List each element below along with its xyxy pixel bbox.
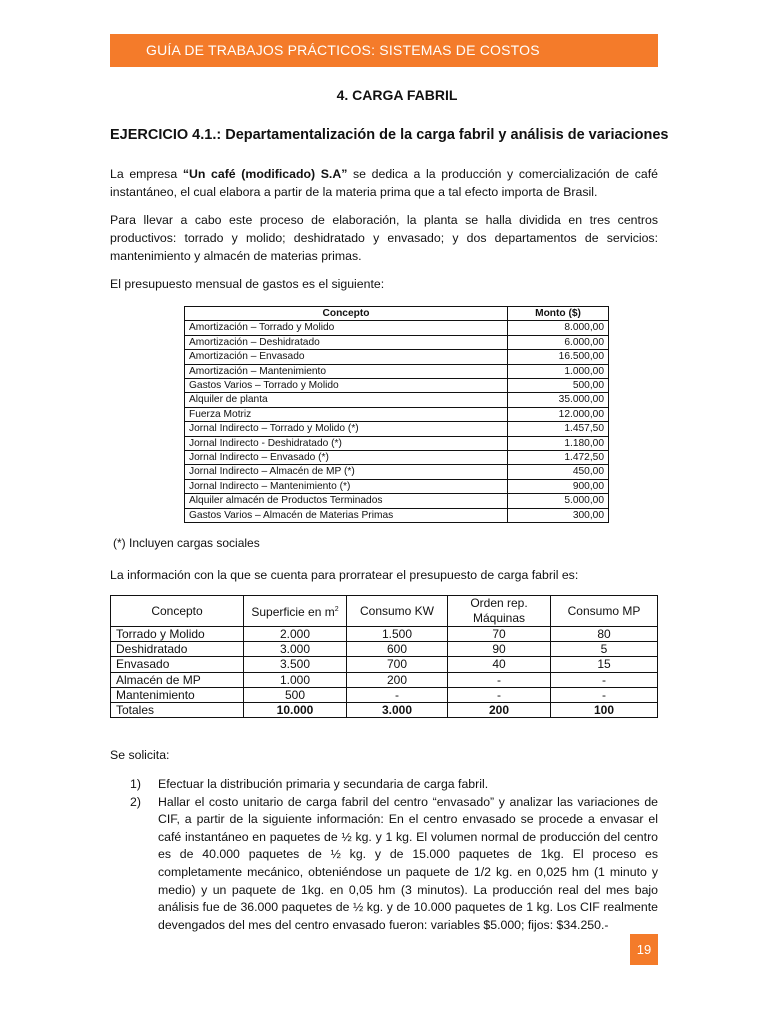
request-list (130, 776, 658, 934)
budget-cell-concepto: Amortización – Deshidratado (185, 335, 508, 349)
budget-cell-concepto: Amortización – Torrado y Molido (185, 321, 508, 335)
budget-cell-monto: 300,00 (508, 508, 609, 522)
budget-cell-concepto: Jornal Indirecto – Mantenimiento (*) (185, 479, 508, 493)
budget-cell-concepto: Jornal Indirecto - Deshidratado (*) (185, 436, 508, 450)
budget-cell-concepto: Jornal Indirecto – Almacén de MP (*) (185, 465, 508, 479)
budget-cell-concepto: Gastos Varios – Almacén de Materias Primas (185, 508, 508, 522)
budget-cell-concepto: Amortización – Mantenimiento (185, 364, 508, 378)
budget-cell-monto: 12.000,00 (508, 407, 609, 421)
alloc-header-consumo-kw: Consumo KW (347, 596, 448, 627)
alloc-cell-concepto: Mantenimiento (111, 687, 244, 702)
intro-paragraph-2: Para llevar a cabo este proceso de elaboración, la planta se halla dividida en tres centros productivos: torrado y molido; deshidratado y envasado; y dos departamentos de servicios: mantenimiento y almacén de materias primas. (110, 213, 658, 263)
table-row (185, 508, 609, 522)
budget-table-header (185, 307, 609, 321)
table-row (185, 379, 609, 393)
alloc-cell-superficie: 10.000 (244, 703, 347, 718)
table-row (185, 321, 609, 335)
table-row (111, 672, 658, 687)
budget-cell-monto: 1.472,50 (508, 451, 609, 465)
list-item (130, 776, 658, 794)
alloc-cell-orden: 40 (448, 657, 551, 672)
alloc-cell-consumo-kw: 200 (347, 672, 448, 687)
header-title: GUÍA DE TRABAJOS PRÁCTICOS: SISTEMAS DE COSTOS (146, 42, 540, 58)
alloc-header-consumo-mp: Consumo MP (551, 596, 658, 627)
alloc-cell-consumo-mp: - (551, 687, 658, 702)
alloc-cell-orden: 70 (448, 627, 551, 642)
budget-cell-monto: 450,00 (508, 465, 609, 479)
intro-paragraph-1 (110, 165, 658, 201)
intro-rest: se dedica a la producción y comercialización de café instantáneo, el cual elabora a partir de la materia prima que a tal efecto importa de Brasil. (110, 167, 658, 199)
table-row (111, 642, 658, 657)
alloc-cell-consumo-kw: 3.000 (347, 703, 448, 718)
table-row (185, 393, 609, 407)
budget-cell-concepto: Gastos Varios – Torrado y Molido (185, 379, 508, 393)
list-item (130, 794, 658, 935)
alloc-header-concepto: Concepto (111, 596, 244, 627)
alloc-cell-consumo-mp: 80 (551, 627, 658, 642)
alloc-header-orden-line2: Máquinas (472, 611, 526, 625)
budget-cell-monto: 500,00 (508, 379, 609, 393)
alloc-header-superficie (244, 596, 347, 627)
table-row (185, 465, 609, 479)
alloc-cell-superficie: 500 (244, 687, 347, 702)
section-title: 4. CARGA FABRIL (336, 87, 458, 103)
budget-table (184, 306, 609, 523)
company-name: “Un café (modificado) S.A” (182, 167, 348, 181)
table-row (111, 657, 658, 672)
alloc-cell-consumo-kw: 600 (347, 642, 448, 657)
alloc-cell-consumo-mp: 5 (551, 642, 658, 657)
allocation-table (110, 595, 658, 718)
table-row (185, 407, 609, 421)
budget-header-monto: Monto ($) (508, 307, 609, 321)
alloc-cell-superficie: 3.000 (244, 642, 347, 657)
list-marker: 2) (130, 794, 141, 809)
alloc-header-orden-line1: Orden rep. (470, 596, 528, 610)
budget-cell-monto: 5.000,00 (508, 494, 609, 508)
table-row (185, 479, 609, 493)
alloc-cell-concepto: Totales (111, 703, 244, 718)
budget-cell-monto: 8.000,00 (508, 321, 609, 335)
table-row (185, 436, 609, 450)
budget-cell-monto: 1.000,00 (508, 364, 609, 378)
alloc-cell-concepto: Torrado y Molido (111, 627, 244, 642)
budget-cell-concepto: Alquiler de planta (185, 393, 508, 407)
alloc-cell-orden: - (448, 687, 551, 702)
alloc-cell-superficie: 2.000 (244, 627, 347, 642)
budget-cell-concepto: Alquiler almacén de Productos Terminados (185, 494, 508, 508)
page-number: 19 (630, 934, 658, 965)
alloc-cell-concepto: Deshidratado (111, 642, 244, 657)
table-row (185, 350, 609, 364)
table-row (111, 627, 658, 642)
budget-header-concepto: Concepto (185, 307, 508, 321)
budget-cell-concepto: Amortización – Envasado (185, 350, 508, 364)
budget-cell-monto: 900,00 (508, 479, 609, 493)
alloc-header-orden (448, 596, 551, 627)
exercise-title: EJERCICIO 4.1.: Departamentalización de la carga fabril y análisis de variaciones (110, 127, 669, 143)
alloc-cell-consumo-kw: 1.500 (347, 627, 448, 642)
allocation-table-body (111, 627, 658, 718)
budget-cell-concepto: Jornal Indirecto – Torrado y Molido (*) (185, 422, 508, 436)
list-marker: 1) (130, 777, 141, 791)
budget-table-body (185, 321, 609, 523)
table-row (185, 451, 609, 465)
table-row (185, 494, 609, 508)
table-row (185, 422, 609, 436)
budget-cell-monto: 35.000,00 (508, 393, 609, 407)
alloc-cell-consumo-mp: 15 (551, 657, 658, 672)
allocation-table-header (111, 596, 658, 627)
budget-cell-monto: 6.000,00 (508, 335, 609, 349)
info-text: La información con la que se cuenta para prorratear el presupuesto de carga fabril es: (110, 568, 579, 582)
budget-cell-monto: 16.500,00 (508, 350, 609, 364)
alloc-cell-orden: - (448, 672, 551, 687)
budget-cell-monto: 1.180,00 (508, 436, 609, 450)
request-label: Se solicita: (110, 748, 170, 762)
budget-cell-concepto: Jornal Indirecto – Envasado (*) (185, 451, 508, 465)
list-text: Hallar el costo unitario de carga fabril del centro “envasado” y analizar las variaciones de CIF, a partir de la siguiente información: En el centro envasado se procede a envasar el café instantáneo en paquetes de ½ kg. y 1 kg. El volumen normal de producción del centro es de 40.000 paquetes de ½ kg. y de 15.000 paquetes de 1kg. El proceso es completamente mecánico, obteniéndose un paquete de 1/2 kg. en 0,025 hm (1 minuto y medio) y un paquete de 1kg. en 0,05 hm (3 minutos). La producción real del mes bajo análisis fue de 36.000 paquetes de ½ kg. y de 10.000 paquetes de 1 kg. Los CIF realmente devengados del mes del centro envasado fueron: variables $5.000; fijos: $34.250.- (158, 794, 658, 932)
budget-cell-concepto: Fuerza Motriz (185, 407, 508, 421)
alloc-cell-superficie: 3.500 (244, 657, 347, 672)
table-row (111, 703, 658, 718)
table-row (185, 364, 609, 378)
alloc-header-superficie-label: Superficie en m (251, 605, 335, 619)
table-row (185, 335, 609, 349)
intro-prefix: La empresa (110, 167, 183, 181)
alloc-cell-consumo-mp: - (551, 672, 658, 687)
alloc-cell-superficie: 1.000 (244, 672, 347, 687)
alloc-cell-consumo-kw: - (347, 687, 448, 702)
alloc-cell-orden: 200 (448, 703, 551, 718)
intro-paragraph-3: El presupuesto mensual de gastos es el siguiente: (110, 277, 385, 291)
page-header (110, 34, 658, 67)
list-text: Efectuar la distribución primaria y secundaria de carga fabril. (158, 777, 489, 791)
note: (*) Incluyen cargas sociales (113, 536, 260, 550)
table-row (111, 687, 658, 702)
alloc-cell-orden: 90 (448, 642, 551, 657)
alloc-cell-concepto: Envasado (111, 657, 244, 672)
alloc-cell-consumo-kw: 700 (347, 657, 448, 672)
budget-cell-monto: 1.457,50 (508, 422, 609, 436)
alloc-cell-consumo-mp: 100 (551, 703, 658, 718)
alloc-cell-concepto: Almacén de MP (111, 672, 244, 687)
alloc-header-superficie-sup: 2 (334, 606, 339, 613)
